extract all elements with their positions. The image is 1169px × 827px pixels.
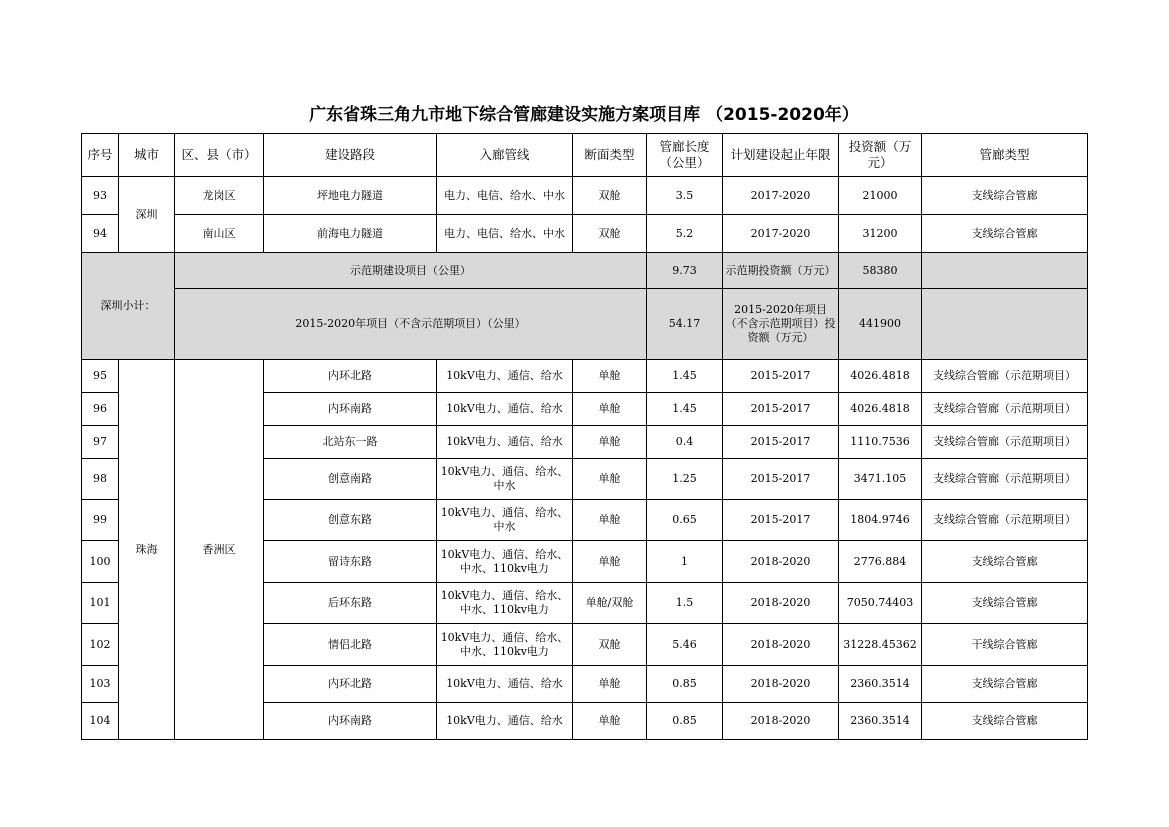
section-cell: 创意东路	[264, 500, 437, 541]
header-no: 序号	[82, 134, 119, 177]
subtotal-demo-invest-label: 示范期投资额（万元）	[723, 253, 839, 289]
section-cell: 留诗东路	[264, 541, 437, 583]
pipelines-cell: 10kV电力、通信、给水	[437, 360, 573, 393]
row-no: 101	[82, 583, 119, 624]
length-cell: 1	[647, 541, 723, 583]
period-cell: 2015-2017	[723, 459, 839, 500]
section-type-cell: 单舱/双舱	[573, 583, 647, 624]
section-type-cell: 单舱	[573, 459, 647, 500]
subtotal-row	[82, 289, 1088, 360]
section-cell: 坪地电力隧道	[264, 177, 437, 215]
length-cell: 0.85	[647, 703, 723, 740]
pipelines-cell: 10kV电力、通信、给水	[437, 666, 573, 703]
length-cell: 1.45	[647, 393, 723, 426]
section-cell: 前海电力隧道	[264, 215, 437, 253]
section-cell: 内环南路	[264, 703, 437, 740]
section-cell: 内环北路	[264, 360, 437, 393]
length-cell: 5.46	[647, 624, 723, 666]
row-no: 97	[82, 426, 119, 459]
section-type-cell: 单舱	[573, 703, 647, 740]
table-row	[82, 215, 1088, 253]
section-type-cell: 单舱	[573, 360, 647, 393]
row-no: 98	[82, 459, 119, 500]
header-row	[82, 134, 1088, 177]
pipelines-cell: 10kV电力、通信、给水、中水	[437, 500, 573, 541]
row-no: 95	[82, 360, 119, 393]
district-cell: 龙岗区	[175, 177, 264, 215]
period-cell: 2018-2020	[723, 541, 839, 583]
header-pipelines: 入廊管线	[437, 134, 573, 177]
row-no: 94	[82, 215, 119, 253]
subtotal-empty	[922, 289, 1088, 360]
period-cell: 2015-2017	[723, 360, 839, 393]
corridor-type-cell: 支线综合管廊	[922, 177, 1088, 215]
pipelines-cell: 10kV电力、通信、给水	[437, 426, 573, 459]
row-no: 93	[82, 177, 119, 215]
subtotal-demo-invest: 58380	[839, 253, 922, 289]
corridor-type-cell: 支线综合管廊（示范期项目）	[922, 426, 1088, 459]
length-cell: 1.5	[647, 583, 723, 624]
section-type-cell: 单舱	[573, 500, 647, 541]
district-cell: 香洲区	[175, 360, 264, 740]
section-cell: 内环南路	[264, 393, 437, 426]
pipelines-cell: 10kV电力、通信、给水、中水、110kv电力	[437, 583, 573, 624]
header-corridor-type: 管廊类型	[922, 134, 1088, 177]
corridor-type-cell: 支线综合管廊（示范期项目）	[922, 500, 1088, 541]
subtotal-nondemo-label: 2015-2020年项目（不含示范期项目）（公里）	[175, 289, 647, 360]
investment-cell: 2776.884	[839, 541, 922, 583]
period-cell: 2017-2020	[723, 177, 839, 215]
period-cell: 2015-2017	[723, 426, 839, 459]
investment-cell: 7050.74403	[839, 583, 922, 624]
pipelines-cell: 10kV电力、通信、给水、中水、110kv电力	[437, 541, 573, 583]
length-cell: 0.85	[647, 666, 723, 703]
investment-cell: 2360.3514	[839, 703, 922, 740]
corridor-type-cell: 支线综合管廊	[922, 703, 1088, 740]
corridor-type-cell: 支线综合管廊（示范期项目）	[922, 459, 1088, 500]
header-city: 城市	[119, 134, 175, 177]
pipelines-cell: 10kV电力、通信、给水	[437, 703, 573, 740]
section-type-cell: 单舱	[573, 541, 647, 583]
section-cell: 创意南路	[264, 459, 437, 500]
section-type-cell: 双舱	[573, 215, 647, 253]
header-section-type: 断面类型	[573, 134, 647, 177]
subtotal-empty	[922, 253, 1088, 289]
header-period: 计划建设起止年限	[723, 134, 839, 177]
table-row	[82, 177, 1088, 215]
investment-cell: 4026.4818	[839, 360, 922, 393]
period-cell: 2018-2020	[723, 703, 839, 740]
section-type-cell: 单舱	[573, 393, 647, 426]
section-cell: 后环东路	[264, 583, 437, 624]
corridor-type-cell: 支线综合管廊	[922, 215, 1088, 253]
subtotal-nondemo-invest-label: 2015-2020年项目（不含示范期项目）投资额（万元）	[723, 289, 839, 360]
length-cell: 1.45	[647, 360, 723, 393]
corridor-type-cell: 支线综合管廊	[922, 583, 1088, 624]
period-cell: 2017-2020	[723, 215, 839, 253]
corridor-type-cell: 支线综合管廊	[922, 666, 1088, 703]
pipelines-cell: 10kV电力、通信、给水	[437, 393, 573, 426]
row-no: 104	[82, 703, 119, 740]
section-type-cell: 单舱	[573, 666, 647, 703]
pipelines-cell: 10kV电力、通信、给水、中水、110kv电力	[437, 624, 573, 666]
header-length: 管廊长度（公里）	[647, 134, 723, 177]
investment-cell: 21000	[839, 177, 922, 215]
corridor-type-cell: 干线综合管廊	[922, 624, 1088, 666]
subtotal-row	[82, 253, 1088, 289]
subtotal-demo-label: 示范期建设项目（公里）	[175, 253, 647, 289]
investment-cell: 3471.105	[839, 459, 922, 500]
subtotal-demo-length: 9.73	[647, 253, 723, 289]
row-no: 96	[82, 393, 119, 426]
section-type-cell: 单舱	[573, 426, 647, 459]
subtotal-nondemo-length: 54.17	[647, 289, 723, 360]
corridor-type-cell: 支线综合管廊	[922, 541, 1088, 583]
investment-cell: 4026.4818	[839, 393, 922, 426]
section-cell: 内环北路	[264, 666, 437, 703]
section-type-cell: 双舱	[573, 624, 647, 666]
period-cell: 2018-2020	[723, 624, 839, 666]
row-no: 103	[82, 666, 119, 703]
section-type-cell: 双舱	[573, 177, 647, 215]
city-cell: 珠海	[119, 360, 175, 740]
header-investment: 投资额（万元）	[839, 134, 922, 177]
period-cell: 2015-2017	[723, 500, 839, 541]
row-no: 100	[82, 541, 119, 583]
length-cell: 0.65	[647, 500, 723, 541]
row-no: 99	[82, 500, 119, 541]
pipelines-cell: 电力、电信、给水、中水	[437, 177, 573, 215]
header-section: 建设路段	[264, 134, 437, 177]
row-no: 102	[82, 624, 119, 666]
length-cell: 1.25	[647, 459, 723, 500]
investment-cell: 31200	[839, 215, 922, 253]
district-cell: 南山区	[175, 215, 264, 253]
corridor-type-cell: 支线综合管廊（示范期项目）	[922, 393, 1088, 426]
table-row	[82, 360, 1088, 393]
investment-cell: 2360.3514	[839, 666, 922, 703]
subtotal-label: 深圳小计：	[82, 253, 175, 360]
header-district: 区、县（市）	[175, 134, 264, 177]
subtotal-nondemo-invest: 441900	[839, 289, 922, 360]
project-table	[81, 133, 1088, 740]
length-cell: 0.4	[647, 426, 723, 459]
length-cell: 3.5	[647, 177, 723, 215]
period-cell: 2018-2020	[723, 583, 839, 624]
investment-cell: 1804.9746	[839, 500, 922, 541]
section-cell: 北站东一路	[264, 426, 437, 459]
pipelines-cell: 电力、电信、给水、中水	[437, 215, 573, 253]
period-cell: 2015-2017	[723, 393, 839, 426]
page-title: 广东省珠三角九市地下综合管廊建设实施方案项目库 （2015-2020年）	[309, 105, 859, 125]
investment-cell: 31228.45362	[839, 624, 922, 666]
city-cell: 深圳	[119, 177, 175, 253]
pipelines-cell: 10kV电力、通信、给水、中水	[437, 459, 573, 500]
corridor-type-cell: 支线综合管廊（示范期项目）	[922, 360, 1088, 393]
investment-cell: 1110.7536	[839, 426, 922, 459]
length-cell: 5.2	[647, 215, 723, 253]
period-cell: 2018-2020	[723, 666, 839, 703]
section-cell: 情侣北路	[264, 624, 437, 666]
